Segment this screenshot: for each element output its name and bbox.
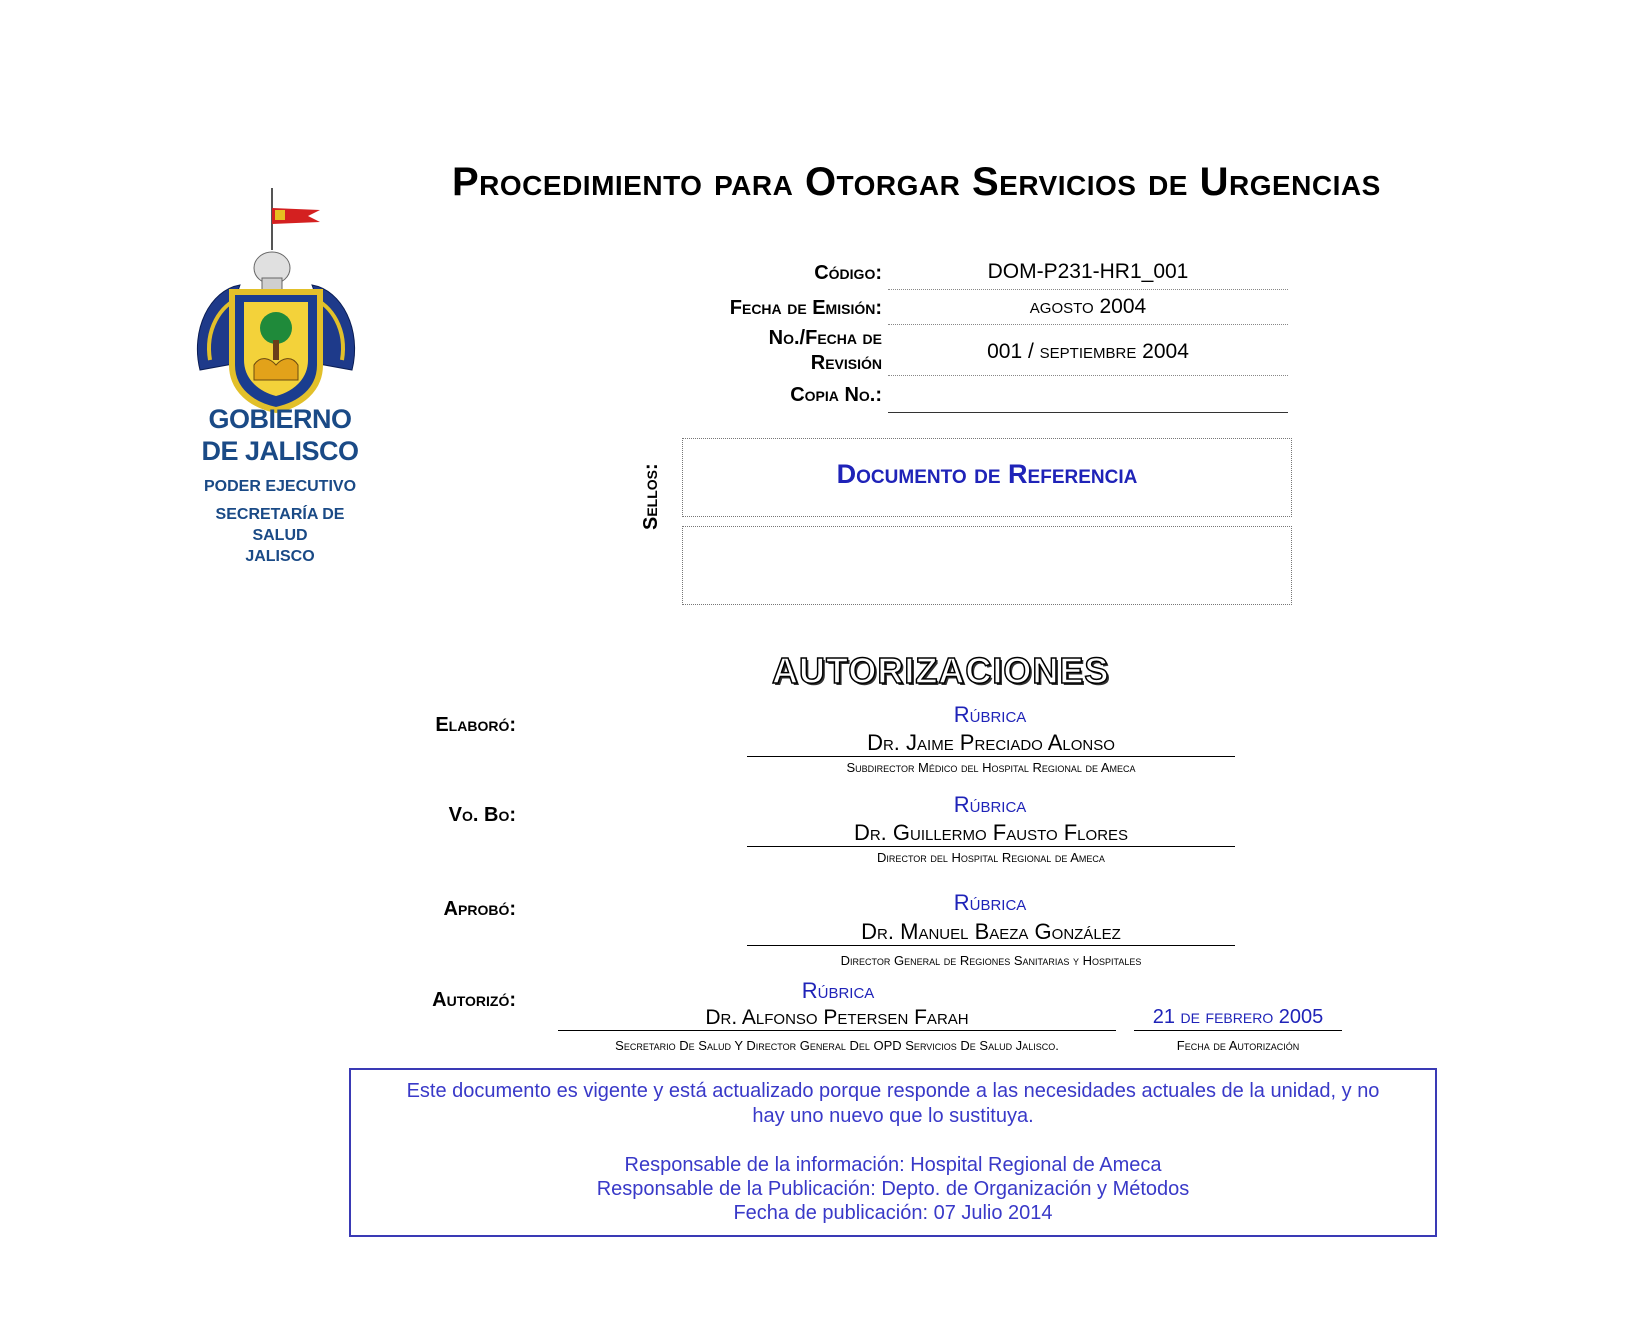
revision-label-line1: No./Fecha de [768,327,882,349]
fecha-emision-value: agosto 2004 [1029,295,1147,318]
document-title: Procedimiento para Otorgar Servicios de Urgencias [452,160,1381,204]
revision-label-line2: Revisión [810,352,882,374]
codigo-label: Código: [814,262,882,284]
codigo-value: DOM-P231-HR1_001 [987,260,1189,283]
logo-text-gobierno: GOBIERNO [208,404,352,434]
notice-line-1: Este documento es vigente y está actualizado porque responde a las necesidades actuales de la unidad, y no [406,1080,1380,1102]
logo-text-salud: SALUD [252,527,308,544]
gobierno-jalisco-logo [180,180,380,600]
elaboro-name: Dr. Jaime Preciado Alonso [867,730,1115,755]
vobo-rubrica: Rúbrica [953,792,1027,817]
vobo-name: Dr. Guillermo Fausto Flores [853,820,1129,845]
notice-fecha-publicacion: Fecha de publicación: 07 Julio 2014 [733,1202,1053,1224]
autorizo-fecha-label: Fecha de Autorización [1176,1038,1300,1053]
logo-text-poder-ejecutivo: PODER EJECUTIVO [203,478,357,495]
elaboro-role: Subdirector Médico del Hospital Regional de Ameca [846,760,1136,775]
vigencia-notice-box [349,1068,1437,1237]
codigo-underline [888,289,1288,290]
vobo-signature-line [747,846,1235,847]
sello-box-top [682,438,1292,517]
logo-text-jalisco-bottom: JALISCO [245,548,315,565]
aprobo-label: Aprobó: [443,898,516,920]
aprobo-role: Director General de Regiones Sanitarias y Hospitales [840,953,1142,968]
autorizo-label: Autorizó: [432,989,516,1011]
elaboro-label: Elaboró: [435,714,516,736]
autorizo-fecha-line [1134,1030,1342,1031]
sellos-label: Sellos: [640,463,662,530]
notice-responsable-publicacion: Responsable de la Publicación: Depto. de Organización y Métodos [596,1178,1190,1200]
autorizo-rubrica: Rúbrica [801,978,875,1003]
elaboro-signature-line [747,756,1235,757]
copia-underline [888,412,1288,413]
vobo-label: Vo. Bo: [448,804,516,826]
coat-of-arms-icon [180,180,380,420]
logo-text-jalisco: DE JALISCO [201,436,359,466]
copia-label: Copia No.: [790,384,882,406]
aprobo-name: Dr. Manuel Baeza González [861,919,1121,944]
elaboro-rubrica: Rúbrica [953,702,1027,727]
vobo-role: Director del Hospital Regional de Ameca [877,850,1105,865]
documento-referencia-title: Documento de Referencia [836,459,1138,489]
autorizaciones-title: AUTORIZACIONES [772,650,1110,691]
aprobo-rubrica: Rúbrica [953,890,1027,915]
autorizo-name: Dr. Alfonso Petersen Farah [705,1006,969,1029]
autorizo-signature-line [558,1030,1116,1031]
autorizo-role: Secretario De Salud Y Director General Del OPD Servicios De Salud Jalisco. [615,1038,1059,1053]
revision-value: 001 / septiembre 2004 [987,340,1189,363]
revision-underline [888,375,1288,376]
notice-line-2: hay uno nuevo que lo sustituya. [752,1105,1034,1127]
notice-responsable-informacion: Responsable de la información: Hospital Regional de Ameca [624,1154,1162,1176]
autorizo-fecha: 21 de febrero 2005 [1152,1006,1324,1028]
aprobo-signature-line [747,945,1235,946]
fecha-emision-label: Fecha de Emisión: [729,297,882,319]
sello-box-bottom [682,526,1292,605]
fecha-emision-underline [888,324,1288,325]
logo-text-secretaria: SECRETARÍA DE [215,506,345,523]
